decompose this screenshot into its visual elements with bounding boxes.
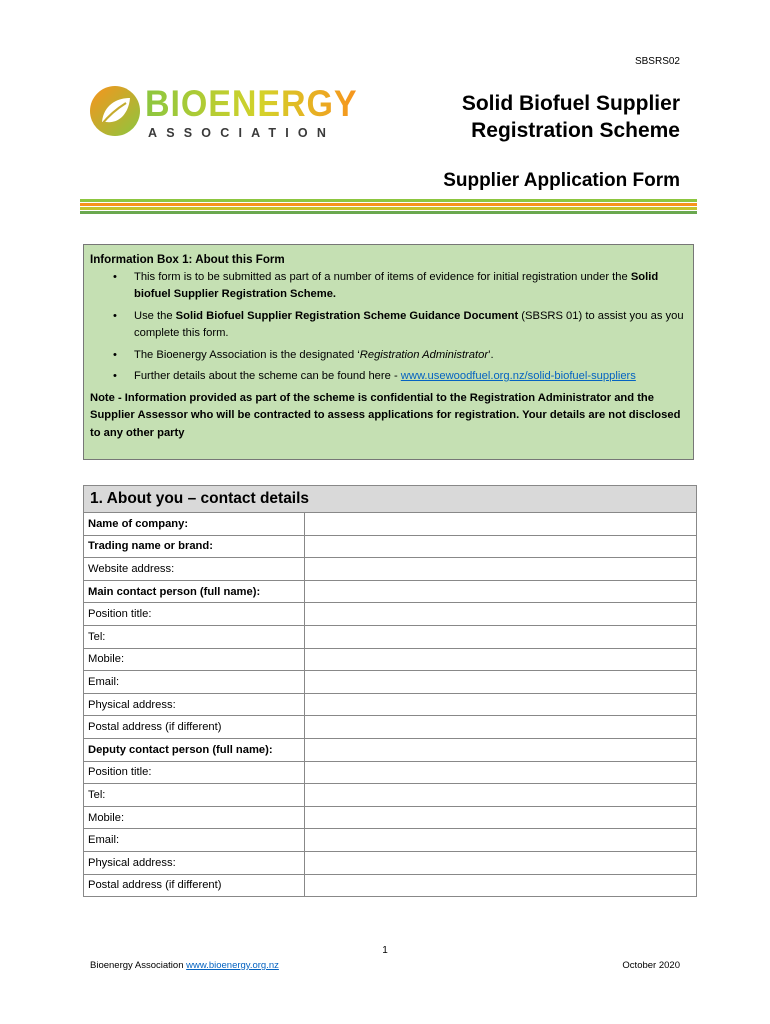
field-value-input[interactable] [305,513,697,536]
field-label: Postal address (if different) [84,716,305,739]
table-row [84,603,697,626]
bullet-text: This form is to be submitted as part of a number of items of evidence for initial registration under the [134,270,631,283]
field-value-input[interactable] [305,874,697,897]
table-row [84,874,697,897]
bullet-bold-text: Solid Biofuel Supplier Registration Scheme Guidance Document [175,309,519,322]
table-row [84,829,697,852]
leaf-icon [88,84,142,138]
field-value-input[interactable] [305,693,697,716]
table-row [84,535,697,558]
field-label: Physical address: [84,851,305,874]
rule-2 [80,203,697,206]
info-bullet-2 [90,308,687,343]
page-title [320,90,680,144]
info-bullets [90,269,687,386]
bioenergy-logo [88,82,358,144]
field-value-input[interactable] [305,761,697,784]
field-label: Trading name or brand: [84,535,305,558]
field-value-input[interactable] [305,648,697,671]
table-row [84,738,697,761]
bullet-text: ’. [488,348,494,361]
rule-4 [80,211,697,214]
bullet-bold-text: Solid biofuel Supplier Registration Scheme. [134,270,659,300]
section-heading-row [84,486,697,513]
contact-details-table [83,485,697,897]
field-label: Tel: [84,784,305,807]
bullet-text: Further details about the scheme can be found here - [134,370,401,382]
field-value-input[interactable] [305,603,697,626]
table-row [84,580,697,603]
field-value-input[interactable] [305,738,697,761]
table-row [84,671,697,694]
rule-3 [80,207,697,210]
footer-link[interactable]: www.bioenergy.org.nz [186,960,279,971]
doc-code: SBSRS02 [634,56,680,67]
logo-subword: ASSOCIATION [148,126,336,140]
scheme-link[interactable]: www.usewoodfuel.org.nz/solid-biofuel-suppliers [400,370,636,382]
table-row [84,625,697,648]
field-label: Main contact person (full name): [84,580,305,603]
bullet-text: (SBSRS 01) to assist you as you complete this form. [134,309,684,339]
info-box-heading: Information Box 1: About this Form [90,253,285,266]
table-row [84,851,697,874]
table-row [84,761,697,784]
bullet-text: The Bioenergy Association is the designated ‘ [134,348,360,361]
field-value-input[interactable] [305,671,697,694]
title-line-2: Registration Scheme [471,119,680,142]
table-row [84,558,697,581]
field-value-input[interactable] [305,558,697,581]
field-label: Tel: [84,625,305,648]
form-subtitle: Supplier Application Form [443,170,680,191]
info-bullet-3 [90,347,687,365]
table-row [84,513,697,536]
field-value-input[interactable] [305,580,697,603]
bullet-italic-text: Registration Administrator [359,348,489,361]
field-label: Email: [84,829,305,852]
logo-wordmark: BIOENERGY [145,83,358,124]
field-label: Position title: [84,603,305,626]
info-bullet-4 [90,368,687,386]
table-row [84,693,697,716]
footer-org [90,960,279,971]
field-label: Name of company: [84,513,305,536]
page-number: 1 [382,945,388,956]
field-label: Mobile: [84,648,305,671]
table-row [84,648,697,671]
info-box [83,244,694,460]
field-label: Position title: [84,761,305,784]
field-value-input[interactable] [305,829,697,852]
info-bullet-1 [90,269,687,304]
field-label: Deputy contact person (full name): [84,738,305,761]
footer-org-name: Bioenergy Association [90,960,187,971]
table-row [84,716,697,739]
title-line-1: Solid Biofuel Supplier [461,92,680,115]
confidentiality-note: Note - Information provided as part of the scheme is confidential to the Registration Administrator and the Supplier Assessor who will be contracted to assess applications for registration. Your details are not disclosed to any other party [90,391,681,439]
field-label: Physical address: [84,693,305,716]
field-label: Postal address (if different) [84,874,305,897]
bullet-text: Use the [134,309,176,322]
field-value-input[interactable] [305,535,697,558]
field-value-input[interactable] [305,806,697,829]
section-heading: 1. About you – contact details [84,486,697,513]
field-label: Website address: [84,558,305,581]
field-label: Mobile: [84,806,305,829]
field-value-input[interactable] [305,784,697,807]
field-value-input[interactable] [305,625,697,648]
rule-1 [80,199,697,202]
field-value-input[interactable] [305,716,697,739]
field-value-input[interactable] [305,851,697,874]
table-row [84,806,697,829]
footer-date: October 2020 [622,960,680,971]
header-rules [80,199,697,215]
table-row [84,784,697,807]
field-label: Email: [84,671,305,694]
